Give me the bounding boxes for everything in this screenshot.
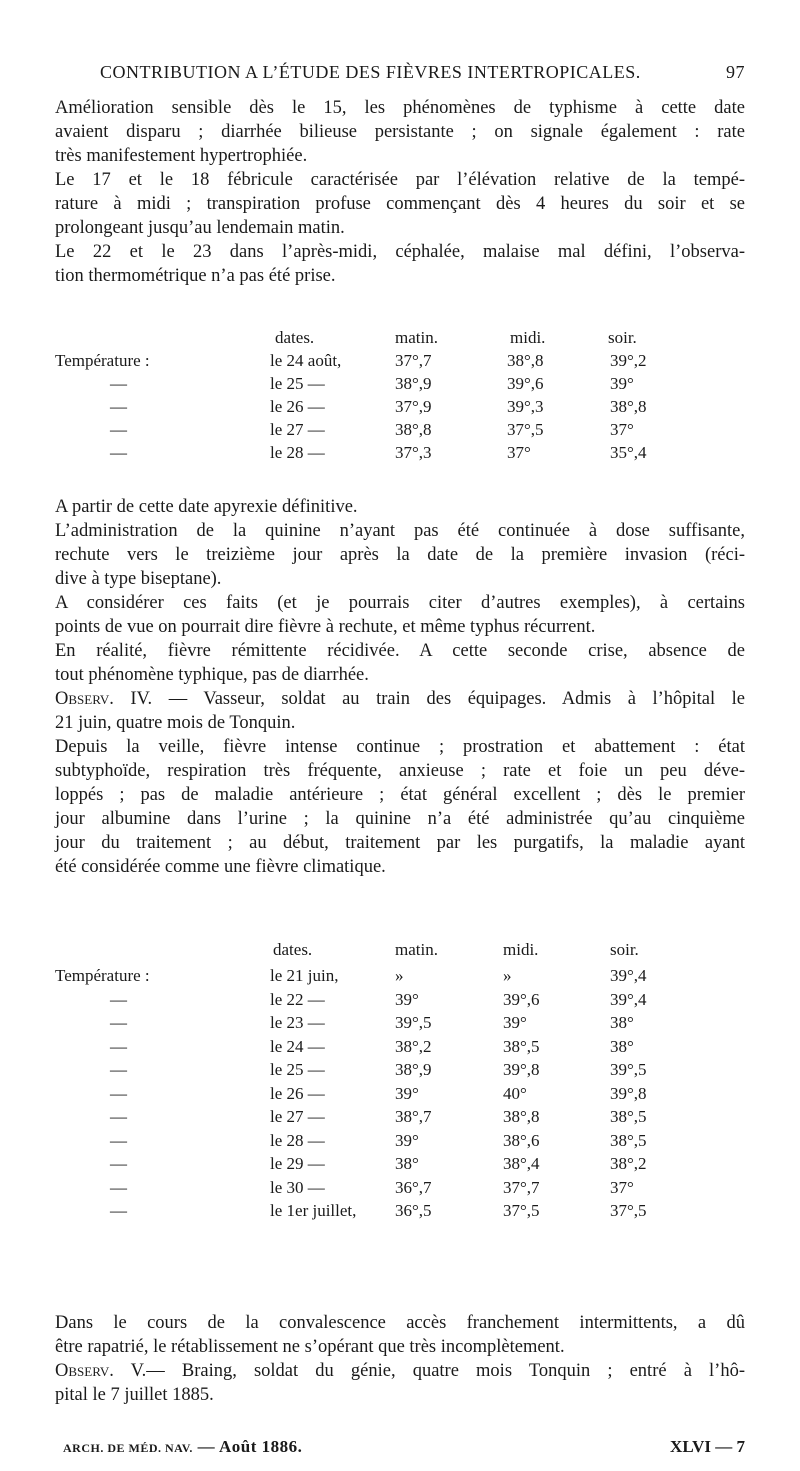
text-line: jour du traitement ; au début, traitement par les purgatifs, la maladie ayant	[55, 833, 745, 853]
date-cell: le 23 —	[270, 1013, 325, 1032]
date-cell: le 24 —	[270, 1036, 325, 1056]
table-row	[55, 966, 745, 988]
table-row	[55, 1013, 745, 1035]
soir-cell: 38°	[610, 1013, 634, 1032]
row-label: —	[110, 1083, 127, 1103]
text-line: Observ. V.— Braing, soldat du génie, quatre mois Tonquin ; entré à l’hô-	[55, 1361, 745, 1381]
soir-cell: 38°,8	[610, 397, 647, 416]
text-line: loppés ; pas de maladie antérieure ; état général excellent ; dès le premier	[55, 785, 745, 805]
text-line: L’administration de la quinine n’ayant pas été continuée à dose suffisante,	[55, 521, 745, 541]
row-label: —	[110, 1060, 127, 1079]
date-cell: le 28 —	[270, 1130, 325, 1150]
paragraph-10	[55, 1311, 745, 1359]
soir-cell: 39°,4	[610, 966, 647, 985]
row-label: —	[110, 1201, 127, 1220]
text-line: pital le 7 juillet 1885.	[55, 1385, 214, 1405]
date-cell: le 27 —	[270, 1107, 325, 1126]
date-cell: le 28 —	[270, 443, 325, 462]
date-cell: le 29 —	[270, 1154, 325, 1173]
column-header: midi.	[510, 328, 546, 347]
midi-cell: 38°,4	[503, 1154, 540, 1173]
midi-cell: 39°,6	[503, 989, 540, 1009]
matin-cell: 39°	[395, 1083, 419, 1103]
text-line: avaient disparu ; diarrhée bilieuse persistante ; on signale également : rate	[55, 122, 745, 142]
text-line: A considérer ces faits (et je pourrais citer d’autres exemples), à certains	[55, 593, 745, 613]
journal-reference: ARCH. DE MÉD. NAV. — Août 1886.	[63, 1437, 303, 1456]
midi-cell: 38°,5	[503, 1036, 540, 1056]
text-line: très manifestement hypertrophiée.	[55, 146, 308, 166]
soir-cell: 39°	[610, 374, 634, 393]
paragraph-9	[55, 735, 745, 879]
running-title: CONTRIBUTION A L’ÉTUDE DES FIÈVRES INTERTROPICALES.	[100, 62, 641, 82]
row-label: —	[110, 1177, 127, 1197]
text-line: Le 17 et le 18 fébricule caractérisée par l’élévation relative de la tempé-	[55, 170, 745, 190]
volume-signature: XLVI — 7	[670, 1437, 745, 1456]
table-row	[55, 1060, 745, 1082]
observation-label: Observ. IV.	[55, 689, 153, 709]
paragraph-8	[55, 687, 745, 735]
text-line: En réalité, fièvre rémittente récidivée. A cette seconde crise, absence de	[55, 641, 745, 661]
text-line: tout phénomène typhique, pas de diarrhée.	[55, 665, 369, 685]
soir-cell: 39°,5	[610, 1060, 647, 1079]
running-header	[55, 62, 745, 86]
row-label: Température :	[55, 351, 150, 370]
matin-cell: 39°	[395, 1130, 419, 1150]
date-cell: le 26 —	[270, 397, 325, 416]
matin-cell: 38°,7	[395, 1107, 432, 1126]
paragraph-4	[55, 495, 745, 519]
table-row	[55, 990, 745, 1012]
table-row	[55, 351, 745, 373]
date-cell: le 22 —	[270, 989, 325, 1009]
page-number: 97	[726, 62, 745, 82]
date-cell: le 25 —	[270, 1060, 325, 1079]
midi-cell: 39°,8	[503, 1060, 540, 1079]
text-line: subtyphoïde, respiration très fréquente, anxieuse ; rate et foie un peu déve-	[55, 761, 745, 781]
row-label: —	[110, 374, 127, 393]
matin-cell: 38°,9	[395, 1060, 432, 1079]
soir-cell: 38°,5	[610, 1130, 647, 1150]
text-line: Depuis la veille, fièvre intense continue ; prostration et abattement : état	[55, 737, 745, 757]
table-row	[55, 397, 745, 419]
row-label: —	[110, 1154, 127, 1173]
midi-cell: 37°	[507, 443, 531, 462]
date-cell: le 24 août,	[270, 351, 342, 370]
soir-cell: 39°,2	[610, 351, 647, 370]
midi-cell: 37°,7	[503, 1177, 540, 1197]
text-line: A partir de cette date apyrexie définitive.	[55, 497, 358, 517]
soir-cell: 39°,4	[610, 989, 647, 1009]
text-line: jour albumine dans l’urine ; la quinine n’a été administrée qu’au cinquième	[55, 809, 745, 829]
midi-cell: 39°,6	[507, 374, 544, 393]
paragraph-7	[55, 639, 745, 687]
date-cell: le 25 —	[270, 374, 325, 393]
soir-cell: 35°,4	[610, 443, 647, 462]
table-row	[55, 443, 745, 465]
text-line: dive à type biseptane).	[55, 569, 222, 589]
text-line: Dans le cours de la convalescence accès franchement intermittents, a dû	[55, 1313, 745, 1333]
soir-cell: 39°,8	[610, 1083, 647, 1103]
table-row	[55, 1084, 745, 1106]
soir-cell: 37°	[610, 1177, 634, 1197]
row-label: —	[110, 989, 127, 1009]
row-label: —	[110, 1107, 127, 1126]
matin-cell: 39°	[395, 989, 419, 1009]
observation-label: Observ. V.	[55, 1361, 147, 1381]
matin-cell: »	[395, 966, 404, 985]
table-row	[55, 1154, 745, 1176]
row-label: Température :	[55, 966, 150, 985]
paragraph-1	[55, 96, 745, 168]
column-header: dates.	[273, 940, 313, 959]
soir-cell: 38°	[610, 1036, 634, 1056]
soir-cell: 37°	[610, 420, 634, 439]
text-line: été considérée comme une fièvre climatique.	[55, 857, 386, 877]
column-header: soir.	[610, 940, 639, 959]
paragraph-5	[55, 519, 745, 591]
row-label: —	[110, 1130, 127, 1150]
row-label: —	[110, 1036, 127, 1056]
text-line: tion thermométrique n’a pas été prise.	[55, 266, 336, 286]
matin-cell: 36°,7	[395, 1177, 432, 1197]
soir-cell: 38°,2	[610, 1154, 647, 1173]
text-line: rature à midi ; transpiration profuse commençant dès 4 heures du soir et se	[55, 194, 745, 214]
date-cell: le 26 —	[270, 1083, 325, 1103]
row-label: —	[110, 397, 127, 416]
column-header: midi.	[503, 940, 539, 959]
text-line: Le 22 et le 23 dans l’après-midi, céphalée, malaise mal défini, l’observa-	[55, 242, 745, 262]
text-line: Amélioration sensible dès le 15, les phénomènes de typhisme à cette date	[55, 98, 745, 118]
matin-cell: 38°	[395, 1154, 419, 1173]
date-cell: le 27 —	[270, 420, 325, 439]
midi-cell: 40°	[503, 1083, 527, 1103]
date-cell: le 21 juin,	[270, 966, 339, 985]
row-label: —	[110, 443, 127, 462]
text-line: Observ. IV. — Vasseur, soldat au train des équipages. Admis à l’hôpital le	[55, 689, 746, 709]
table-header-row	[55, 328, 745, 350]
table-row	[55, 1178, 745, 1200]
midi-cell: »	[503, 966, 512, 985]
soir-cell: 37°,5	[610, 1201, 647, 1220]
column-header: dates.	[275, 328, 315, 347]
matin-cell: 38°,2	[395, 1036, 432, 1056]
text-line: 21 juin, quatre mois de Tonquin.	[55, 713, 296, 733]
midi-cell: 38°,6	[503, 1130, 540, 1150]
matin-cell: 38°,8	[395, 420, 432, 439]
matin-cell: 38°,9	[395, 374, 432, 393]
matin-cell: 36°,5	[395, 1201, 432, 1220]
matin-cell: 37°,7	[395, 351, 432, 370]
midi-cell: 38°,8	[507, 351, 544, 370]
midi-cell: 37°,5	[507, 420, 544, 439]
column-header: soir.	[608, 328, 637, 347]
text-line: points de vue on pourrait dire fièvre à rechute, et même typhus récurrent.	[55, 617, 596, 637]
table-row	[55, 420, 745, 442]
table-header-row	[55, 940, 745, 962]
matin-cell: 37°,9	[395, 397, 432, 416]
paragraph-6	[55, 591, 745, 639]
table-row	[55, 374, 745, 396]
paragraph-11	[55, 1359, 745, 1407]
row-label: —	[110, 1013, 127, 1032]
matin-cell: 39°,5	[395, 1013, 432, 1032]
midi-cell: 37°,5	[503, 1201, 540, 1220]
date-cell: le 1er juillet,	[270, 1201, 357, 1220]
text-line: être rapatrié, le rétablissement ne s’opérant que très incomplètement.	[55, 1337, 565, 1357]
table-row	[55, 1037, 745, 1059]
column-header: matin.	[395, 940, 438, 959]
text-line: rechute vers le treizième jour après la date de la première invasion (réci-	[55, 545, 745, 565]
table-row	[55, 1131, 745, 1153]
column-header: matin.	[395, 328, 438, 347]
date-cell: le 30 —	[270, 1177, 325, 1197]
text-line: prolongeant jusqu’au lendemain matin.	[55, 218, 345, 238]
paragraph-3	[55, 240, 745, 288]
matin-cell: 37°,3	[395, 443, 432, 462]
midi-cell: 38°,8	[503, 1107, 540, 1126]
midi-cell: 39°,3	[507, 397, 544, 416]
soir-cell: 38°,5	[610, 1107, 647, 1126]
midi-cell: 39°	[503, 1013, 527, 1032]
paragraph-2	[55, 168, 745, 240]
table-row	[55, 1201, 745, 1223]
table-row	[55, 1107, 745, 1129]
row-label: —	[110, 420, 127, 439]
